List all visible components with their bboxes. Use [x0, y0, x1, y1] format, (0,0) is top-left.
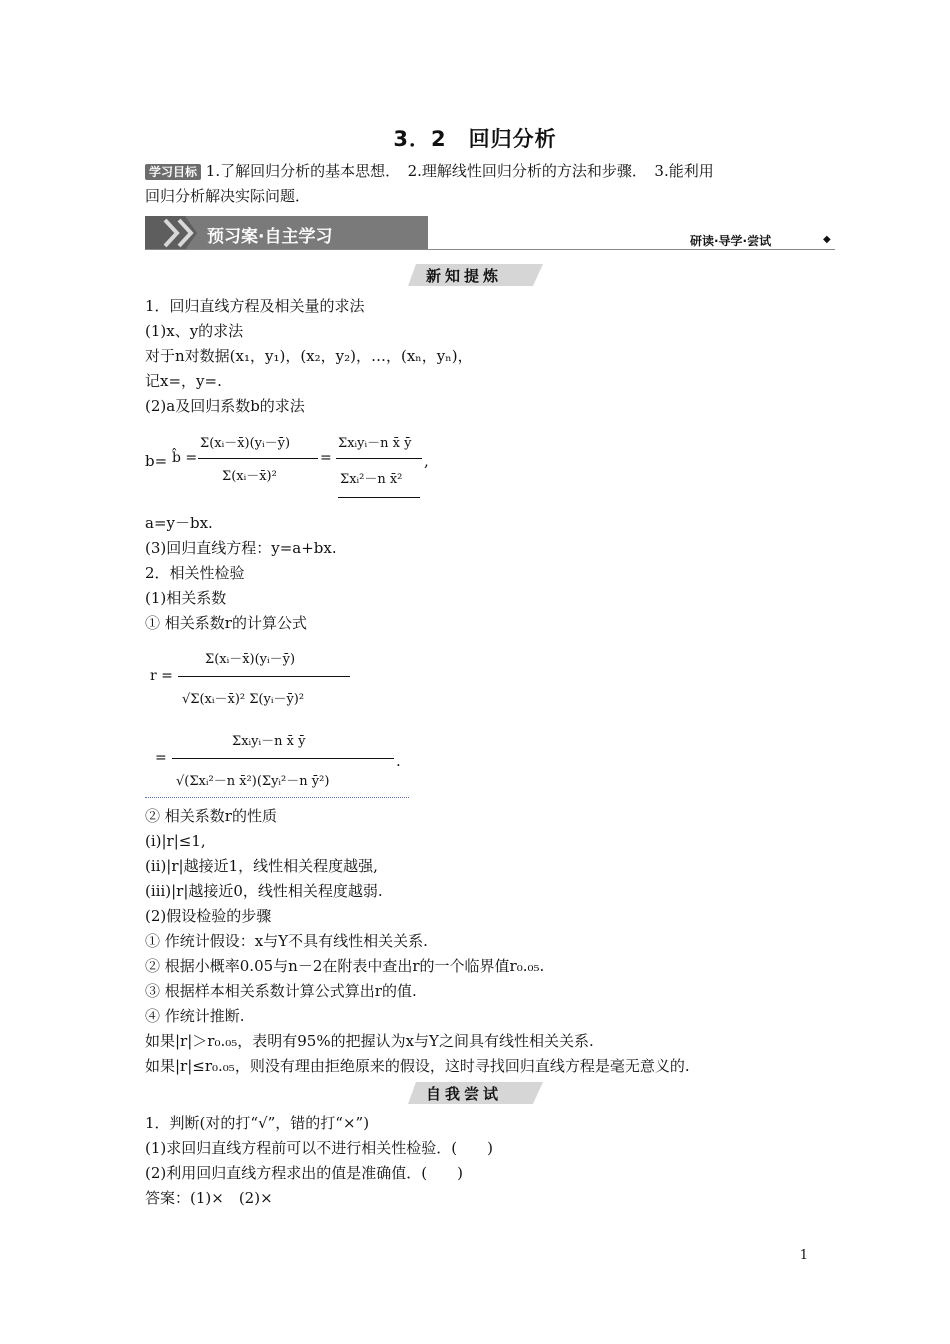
- section2-heading-text: 自我尝试: [426, 1085, 503, 1103]
- r-equals-2: =: [155, 750, 167, 766]
- b-hat: b̂ =: [172, 450, 198, 466]
- diamond-icon: ◆: [823, 234, 831, 245]
- dotted-divider: [145, 797, 409, 798]
- s1-line-9: ① 相关系数r的计算公式: [145, 614, 307, 632]
- b-comma: ,: [424, 452, 429, 470]
- s1-line-20: 如果|r|≤r₀.₀₅，则没有理由拒绝原来的假设，这时寻找回归直线方程是毫无意义的.: [145, 1057, 690, 1075]
- s1-line-12: (ⅱ)|r|越接近1，线性相关程度越强,: [145, 857, 378, 875]
- s1-line-19: 如果|r|＞r₀.₀₅，表明有95%的把握认为x与Y之间具有线性相关关系.: [145, 1032, 594, 1050]
- s1-line-15: ① 作统计假设：x与Y不具有线性相关关系.: [145, 932, 428, 950]
- banner-label: 预习案·自主学习: [207, 227, 333, 247]
- b-denominator-1: Σ(xᵢ－x̄)²: [222, 469, 277, 484]
- b-fraction-bar-1: [198, 458, 318, 459]
- s1-line-10: ② 相关系数r的性质: [145, 807, 277, 825]
- r-denominator-2: √(Σxᵢ²－n x̄²)(Σyᵢ²－n ȳ²): [176, 774, 330, 789]
- objectives-text-1: 1.了解回归分析的基本思想． 2.理解线性回归分析的方法和步骤． 3.能利用: [205, 162, 714, 180]
- b-formula-lhs: b=: [145, 452, 168, 470]
- s1-line-4: 记x=，y=.: [145, 372, 222, 390]
- section2-heading: [408, 1082, 543, 1104]
- s2-line-2: (1)求回归直线方程前可以不进行相关性检验．( ): [145, 1139, 493, 1157]
- objectives-tag: 学习目标: [145, 164, 201, 180]
- a-formula: a=y－bx.: [145, 514, 213, 532]
- b-denominator-2: Σxᵢ²－n x̄²: [340, 472, 403, 487]
- r-denominator-1: √Σ(xᵢ－x̄)² Σ(yᵢ－ȳ)²: [182, 692, 305, 707]
- banner-right-label: 研读·导学·尝试: [690, 234, 772, 248]
- s1-line-17: ③ 根据样本相关系数计算公式算出r的值.: [145, 982, 417, 1000]
- section1-heading-text: 新知提炼: [426, 267, 503, 285]
- s1-line-6: (3)回归直线方程：y=a+bx.: [145, 539, 337, 557]
- b-underline: [338, 497, 420, 498]
- s1-line-3: 对于n对数据(x₁，y₁)，(x₂，y₂)，…，(xₙ，yₙ)，: [145, 347, 473, 365]
- s1-line-8: (1)相关系数: [145, 589, 227, 607]
- page-number: 1: [799, 1248, 808, 1263]
- s1-line-18: ④ 作统计推断.: [145, 1007, 245, 1025]
- b-numerator-2: Σxᵢyᵢ－n x̄ ȳ: [338, 436, 412, 451]
- r-formula-lhs: r =: [150, 668, 173, 684]
- section1-heading: [408, 264, 543, 286]
- s1-line-16: ② 根据小概率0.05与n－2在附表中查出r的一个临界值r₀.₀₅.: [145, 957, 545, 975]
- section-banner: [145, 216, 428, 250]
- s1-line-5: (2)a及回归系数b的求法: [145, 397, 305, 415]
- b-fraction-bar-2: [336, 458, 422, 459]
- s1-line-7: 2．相关性检验: [145, 564, 245, 582]
- s2-line-4: 答案：(1)× (2)×: [145, 1189, 273, 1207]
- r-period: .: [396, 752, 401, 770]
- s1-line-11: (ⅰ)|r|≤1,: [145, 832, 206, 850]
- s1-line-14: (2)假设检验的步骤: [145, 907, 272, 925]
- page-title: 3．2 回归分析: [393, 127, 557, 151]
- r-numerator-2: Σxᵢyᵢ－n x̄ ȳ: [232, 734, 306, 749]
- b-numerator-1: Σ(xᵢ－x̄)(yᵢ－ȳ): [200, 436, 291, 451]
- banner-rule: [145, 249, 835, 250]
- r-fraction-bar-2: [172, 758, 394, 759]
- s2-line-1: 1．判断(对的打“√”，错的打“×”): [145, 1114, 370, 1132]
- s1-line-1: 1．回归直线方程及相关量的求法: [145, 297, 365, 315]
- equals-sign: =: [320, 450, 332, 466]
- s1-line-2: (1)x、y的求法: [145, 322, 244, 340]
- objectives-line-1: [145, 161, 714, 182]
- r-fraction-bar-1: [178, 676, 350, 677]
- objectives-line-2: 回归分析解决实际问题．: [145, 187, 311, 205]
- s2-line-3: (2)利用回归直线方程求出的值是准确值．( ): [145, 1164, 463, 1182]
- s1-line-13: (ⅲ)|r|越接近0，线性相关程度越弱.: [145, 882, 383, 900]
- r-numerator-1: Σ(xᵢ－x̄)(yᵢ－ȳ): [205, 652, 296, 667]
